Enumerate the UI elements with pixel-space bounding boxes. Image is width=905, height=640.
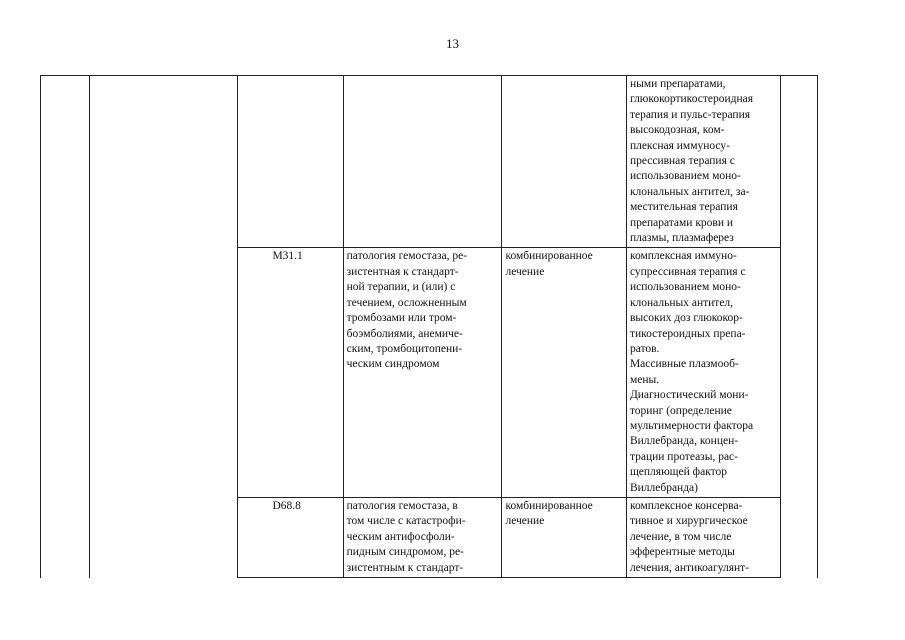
text-line: высокодозная, ком- bbox=[629, 124, 725, 137]
text-line: комбинированное bbox=[505, 499, 593, 512]
text-line: лечения, антикоагулянт- bbox=[629, 561, 750, 574]
code-cell bbox=[238, 248, 343, 498]
text-line: трации протеазы, рас- bbox=[629, 450, 738, 463]
text-line: лечение, в том числе bbox=[629, 530, 732, 543]
text-line: Массивные плазмооб- bbox=[629, 358, 739, 371]
text-line: местительная терапия bbox=[629, 201, 738, 214]
text-line: препаратами крови и bbox=[629, 216, 734, 229]
text-line: ной терапии, и (или) с bbox=[346, 281, 456, 294]
text-line: тромбозами или тром- bbox=[346, 312, 457, 325]
text-line: лечение bbox=[505, 515, 545, 528]
patient-model-text bbox=[347, 499, 499, 576]
treatment-type-cell bbox=[502, 497, 626, 577]
diagnosis-code: D68.8 bbox=[272, 499, 301, 512]
text-line: щепляющей фактор bbox=[629, 466, 728, 479]
text-line: ским, тромбоцитопени- bbox=[346, 342, 463, 355]
text-line: клональных антител, bbox=[629, 296, 734, 309]
patient-model-cell bbox=[343, 76, 502, 248]
table-row bbox=[41, 76, 818, 248]
code-cell bbox=[238, 497, 343, 577]
text-line: глюкокортикостероидная bbox=[629, 93, 754, 106]
treatment-method-cell bbox=[626, 497, 781, 577]
text-line: использованием моно- bbox=[629, 170, 741, 183]
text-line: том числе с катастрофи- bbox=[346, 515, 466, 528]
text-line: использованием моно- bbox=[629, 281, 741, 294]
text-line: торинг (определение bbox=[629, 404, 732, 417]
text-line: ческим синдромом bbox=[346, 358, 440, 371]
document-table bbox=[40, 75, 818, 578]
treatment-type-text bbox=[505, 499, 622, 530]
text-line: Виллебранда, концен- bbox=[629, 435, 739, 448]
treatment-type-text bbox=[505, 249, 622, 280]
treatment-method-cell bbox=[626, 76, 781, 248]
text-line: течением, осложненным bbox=[346, 296, 467, 309]
patient-model-text bbox=[347, 249, 499, 372]
treatment-method-text bbox=[630, 77, 778, 246]
code-cell bbox=[238, 76, 343, 248]
text-line: боэмболиями, анемиче- bbox=[346, 327, 463, 340]
col-number-cell bbox=[41, 76, 90, 578]
text-line: мены. bbox=[629, 373, 660, 386]
treatment-method-text bbox=[630, 499, 778, 576]
col-profile-cell bbox=[90, 76, 238, 578]
text-line: высоких доз глюкокор- bbox=[629, 312, 743, 325]
text-line: клональных антител, за- bbox=[629, 185, 750, 198]
text-line: патология гемостаза, в bbox=[346, 499, 458, 512]
text-line: прессивная терапия с bbox=[629, 155, 735, 168]
text-line: зистентная к стандарт- bbox=[346, 265, 459, 278]
text-line: Диагностический мони- bbox=[629, 389, 749, 402]
treatment-type-cell bbox=[502, 248, 626, 498]
page-number: 13 bbox=[446, 36, 459, 51]
text-line: мультимерности фактора bbox=[629, 419, 754, 432]
text-line: плексная иммуносу- bbox=[629, 139, 730, 152]
text-line: лечение bbox=[505, 265, 545, 278]
text-line: ратов. bbox=[629, 342, 660, 355]
text-line: тивное и хирургическое bbox=[629, 515, 748, 528]
text-line: терапия и пульс-терапия bbox=[629, 108, 751, 121]
text-line: эфферентные методы bbox=[629, 546, 735, 559]
text-line: ческим антифосфоли- bbox=[346, 530, 455, 543]
text-line: зистентным к стандарт- bbox=[346, 561, 464, 574]
text-line: тикостероидных препа- bbox=[629, 327, 746, 340]
treatment-type-cell bbox=[502, 76, 626, 248]
text-line: патология гемостаза, ре- bbox=[346, 250, 468, 263]
text-line: комплексная иммуно- bbox=[629, 250, 737, 263]
text-line: Виллебранда) bbox=[629, 481, 698, 494]
patient-model-cell bbox=[343, 497, 502, 577]
text-line: пидным синдромом, ре- bbox=[346, 546, 464, 559]
patient-model-cell bbox=[343, 248, 502, 498]
text-line: супрессивная терапия с bbox=[629, 265, 746, 278]
diagnosis-code: M31.1 bbox=[272, 250, 303, 263]
text-line: комплексное консерва- bbox=[629, 499, 743, 512]
treatment-method-cell bbox=[626, 248, 781, 498]
text-line: плазмы, плазмаферез bbox=[629, 232, 734, 245]
text-line: ными препаратами, bbox=[629, 78, 726, 90]
text-line: комбинированное bbox=[505, 250, 593, 263]
col-norm-cell bbox=[781, 76, 818, 578]
treatment-method-text bbox=[630, 249, 778, 496]
